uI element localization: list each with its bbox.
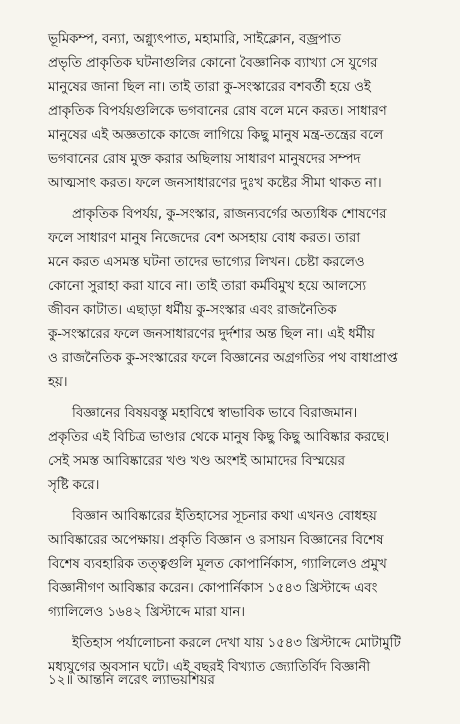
paragraph-5: ইতিহাস পর্যালোচনা করলে দেখা যায় ১৫৪৩ খ্রিস্টাব্দে মোটামুটি মধ্যযুগের অবসান ঘটে। এই বছরই বিখ্যাত জ্যোতির্বিদ বিজ্ঞানী bbox=[48, 636, 401, 675]
paragraph-3: বিজ্ঞানের বিষয়বস্তু মহাবিশ্বে স্বাভাবিক ভাবে বিরাজমান। প্রকৃতির এই বিচিত্র ভাণ্ডার থেকে মানুষ কিছু কিছু আবিষ্কার করছে। সেই সমস্ত আবিষ্কারের খণ্ড খণ্ড অংশই আমাদের বিস্ময়ের সৃষ্টি করে। bbox=[48, 406, 390, 493]
page-footer: ১২॥ আন্তনি লরেৎ ল্যাভয়শিয়র bbox=[48, 673, 215, 688]
paragraph-1: ভূমিকম্প, বন্যা, অগ্ন্যুৎপাত, মহামারি, সাইক্লোন, বজ্রপাত প্রভৃতি প্রাকৃতিক ঘটনাগুলির কোনো বৈজ্ঞানিক ব্যাখ্যা সে যুগের মানুষের জানা ছিল না। তাই তারা কু-সংস্কারের বশবর্তী হয়ে ওই প্রাকৃতিক বিপর্যয়গুলিকে ভগবানের রোষ বলে মনে করত। সাধারণ মানুষের এই অজ্ঞতাকে কাজে লাগিয়ে কিছু মানুষ মন্ত্র-তন্ত্রের বলে ভগবানের রোষ মুক্ত করার অছিলায় সাধারণ মানুষদের সম্পদ আত্মসাৎ করত। ফলে জনসাধারণের দুঃখ কষ্টের সীমা থাকত না। bbox=[48, 32, 387, 191]
paragraph-4: বিজ্ঞান আবিষ্কারের ইতিহাসের সূচনার কথা এখনও বোধহয় আবিষ্কারের অপেক্ষায়। প্রকৃতি বিজ্ঞান ও রসায়ন বিজ্ঞানের বিশেষ বিশেষ ব্যবহারিক তত্ত্বগুলি মূলত কোপার্নিকাস, গ্যালিলেও প্রমুখ বিজ্ঞানীগণ আবিষ্কার করেন। কোপার্নিকাস ১৫৪৩ খ্রিস্টাব্দে এবং গ্যালিলেও ১৬৪২ খ্রিস্টাব্দে মারা যান। bbox=[48, 509, 387, 620]
paragraph-2: প্রাকৃতিক বিপর্যয়, কু-সংস্কার, রাজন্যবর্গের অত্যধিক শোষণের ফলে সাধারণ মানুষ নিজেদের বেশ অসহায় বোধ করত। তারা মনে করত এসমস্ত ঘটনা তাদের ভাগ্যের লিখন। চেষ্টা করলেও কোনো সুরাহা করা যাবে না। তাই তারা কর্মবিমুখ হয়ে আলস্যে জীবন কাটাত। এছাড়া ধর্মীয় কু-সংস্কার এবং রাজনৈতিক কু-সংস্কারের ফলে জনসাধারণের দুর্দশার অন্ত ছিল না। এই ধর্মীয় ও রাজনৈতিক কু-সংস্কারের ফলে বিজ্ঞানের অগ্রগতির পথ বাধাপ্রাপ্ত হয়। bbox=[48, 207, 398, 390]
